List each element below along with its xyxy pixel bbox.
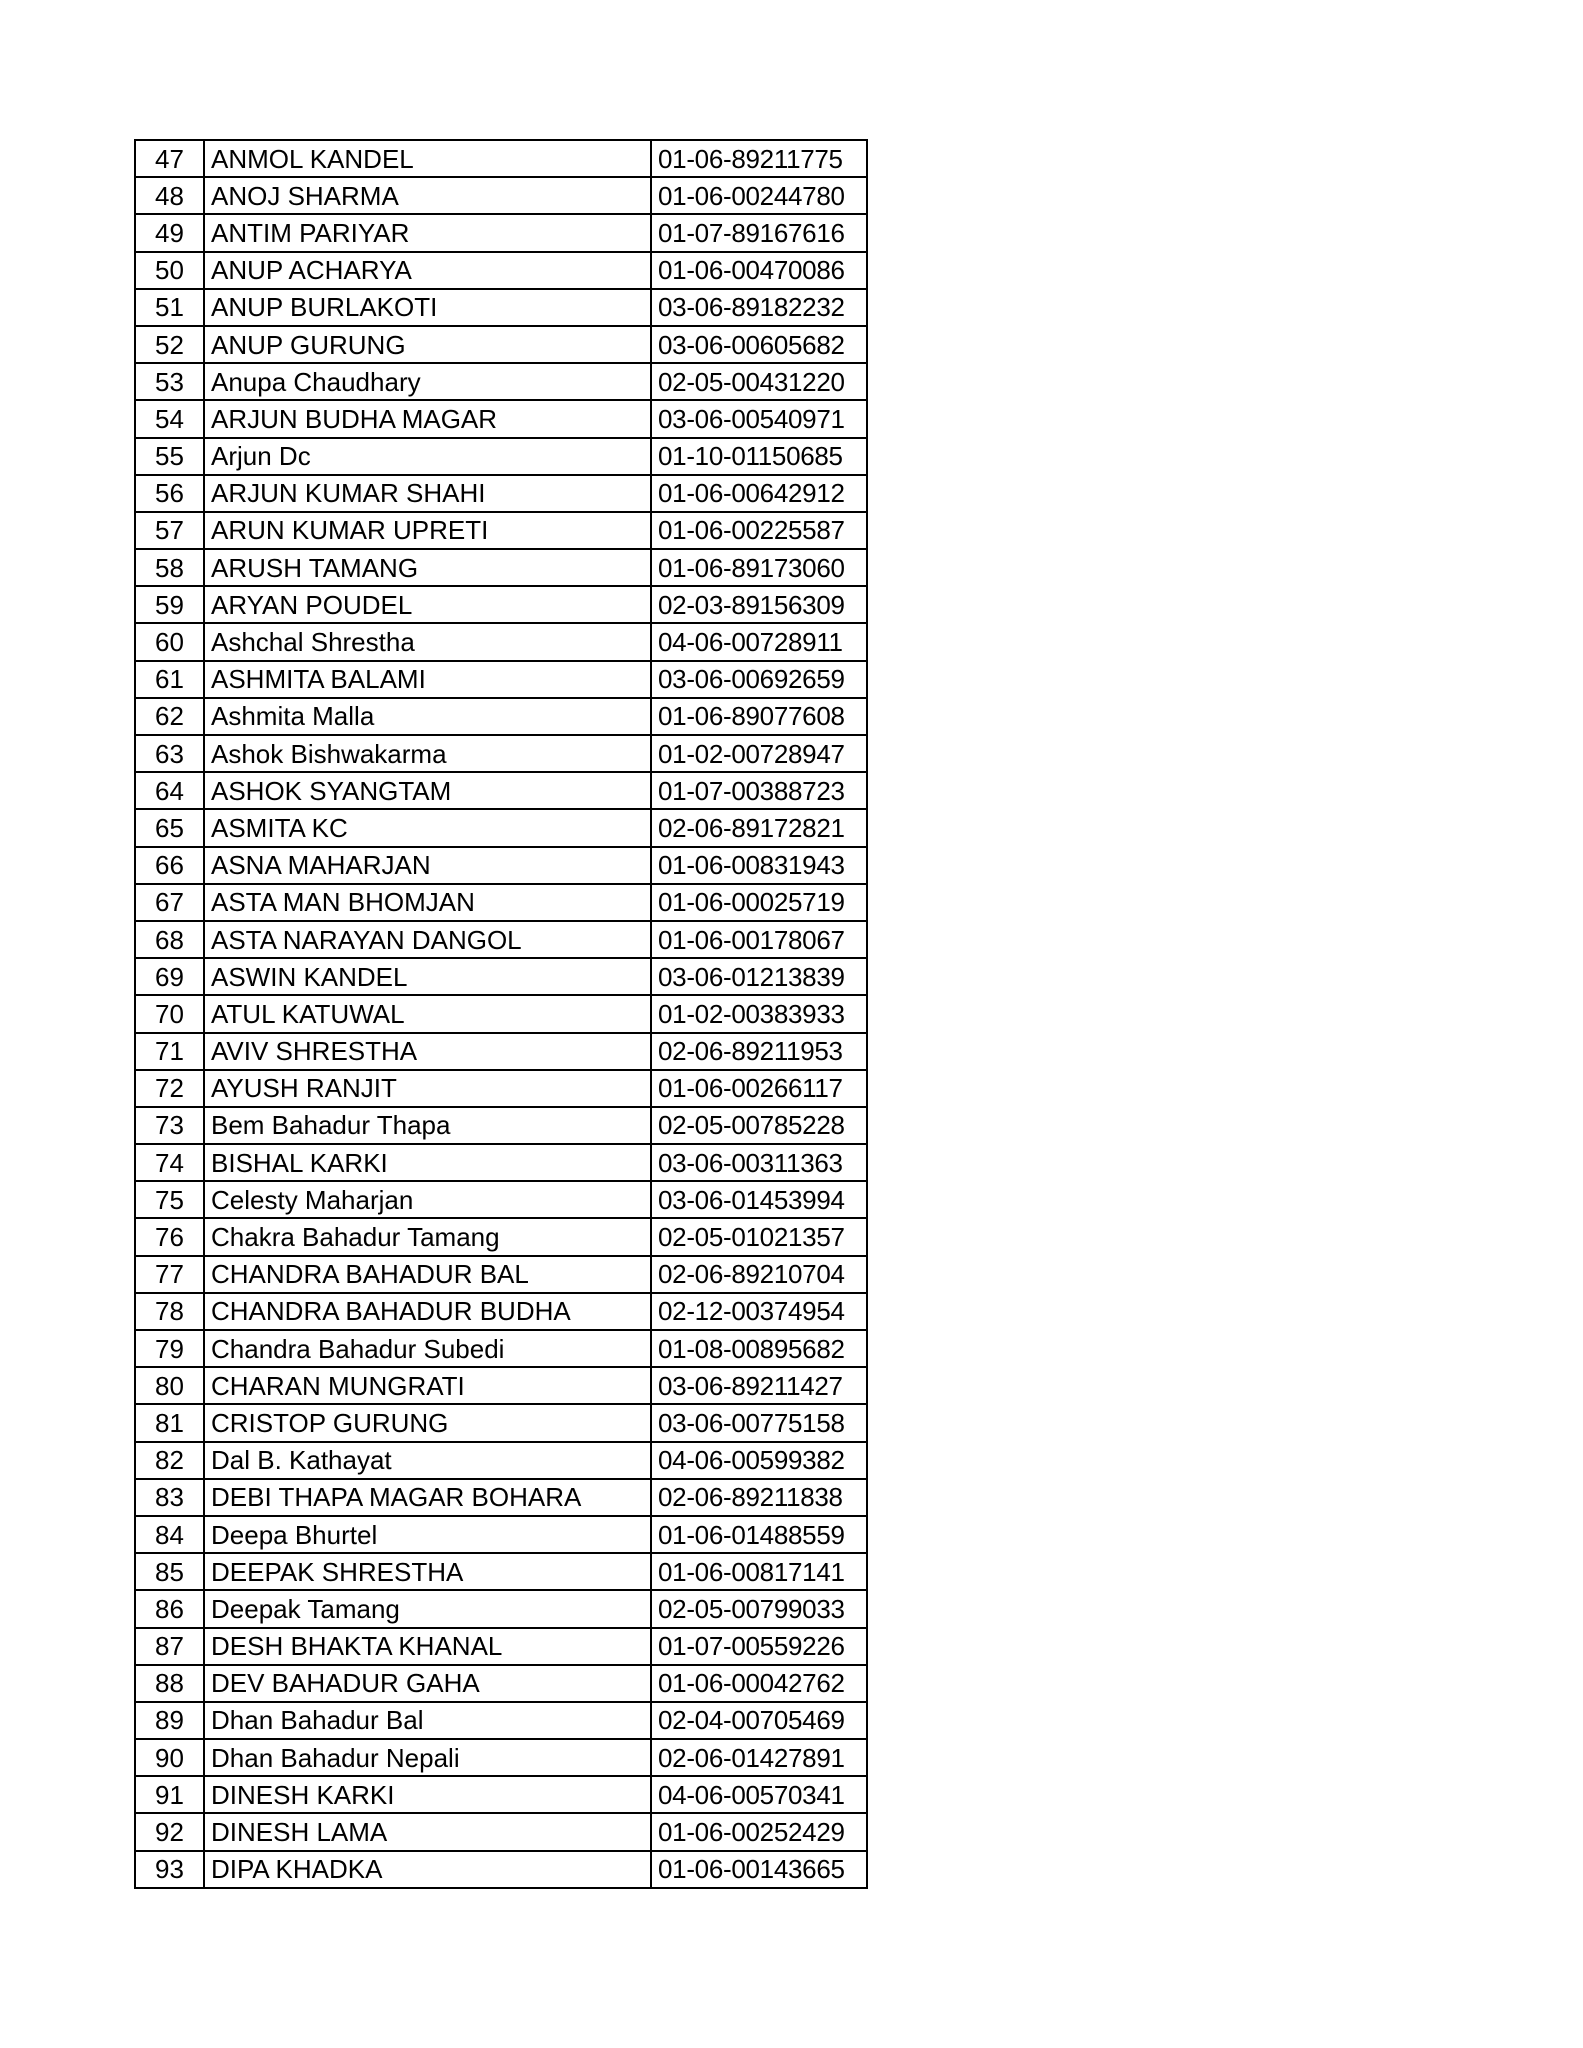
table-row (135, 1293, 867, 1330)
row-id-cell: 01-06-00266117 (651, 1070, 867, 1107)
row-id-cell: 01-06-00252429 (651, 1813, 867, 1850)
row-number-cell: 90 (135, 1739, 204, 1776)
row-name-cell: ANUP ACHARYA (204, 252, 651, 289)
row-name-cell: Celesty Maharjan (204, 1181, 651, 1218)
table-row (135, 1516, 867, 1553)
row-name-cell: CHANDRA BAHADUR BAL (204, 1256, 651, 1293)
table-row (135, 1442, 867, 1479)
roster-table-body (135, 140, 867, 1888)
row-id-cell: 01-06-00831943 (651, 847, 867, 884)
row-id-cell: 01-07-00388723 (651, 772, 867, 809)
table-row (135, 698, 867, 735)
row-id-cell: 03-06-00311363 (651, 1144, 867, 1181)
row-number-cell: 63 (135, 735, 204, 772)
row-id-cell: 01-06-01488559 (651, 1516, 867, 1553)
row-name-cell: ASMITA KC (204, 809, 651, 846)
table-row (135, 1702, 867, 1739)
row-id-cell: 02-06-89211838 (651, 1479, 867, 1516)
table-row (135, 586, 867, 623)
row-id-cell: 01-06-00244780 (651, 177, 867, 214)
row-name-cell: Deepak Tamang (204, 1590, 651, 1627)
row-number-cell: 68 (135, 921, 204, 958)
row-number-cell: 73 (135, 1107, 204, 1144)
row-number-cell: 49 (135, 214, 204, 251)
row-id-cell: 01-02-00728947 (651, 735, 867, 772)
row-number-cell: 80 (135, 1367, 204, 1404)
row-id-cell: 01-07-89167616 (651, 214, 867, 251)
table-row (135, 1256, 867, 1293)
row-name-cell: CRISTOP GURUNG (204, 1404, 651, 1441)
row-id-cell: 02-12-00374954 (651, 1293, 867, 1330)
row-id-cell: 03-06-89211427 (651, 1367, 867, 1404)
row-id-cell: 02-06-89211953 (651, 1033, 867, 1070)
row-id-cell: 01-06-00178067 (651, 921, 867, 958)
row-number-cell: 50 (135, 252, 204, 289)
row-id-cell: 01-06-89077608 (651, 698, 867, 735)
row-name-cell: Deepa Bhurtel (204, 1516, 651, 1553)
row-name-cell: Chakra Bahadur Tamang (204, 1218, 651, 1255)
row-number-cell: 52 (135, 326, 204, 363)
row-name-cell: DEV BAHADUR GAHA (204, 1665, 651, 1702)
row-name-cell: Ashok Bishwakarma (204, 735, 651, 772)
table-row (135, 1590, 867, 1627)
row-id-cell: 03-06-00540971 (651, 400, 867, 437)
row-id-cell: 02-06-89172821 (651, 809, 867, 846)
row-number-cell: 56 (135, 475, 204, 512)
row-id-cell: 02-03-89156309 (651, 586, 867, 623)
row-name-cell: ANUP GURUNG (204, 326, 651, 363)
row-number-cell: 54 (135, 400, 204, 437)
row-name-cell: DESH BHAKTA KHANAL (204, 1628, 651, 1665)
table-row (135, 809, 867, 846)
table-row (135, 214, 867, 251)
row-name-cell: DIPA KHADKA (204, 1851, 651, 1888)
row-name-cell: ASTA NARAYAN DANGOL (204, 921, 651, 958)
row-name-cell: ATUL KATUWAL (204, 995, 651, 1032)
row-id-cell: 02-04-00705469 (651, 1702, 867, 1739)
table-row (135, 847, 867, 884)
table-row (135, 1813, 867, 1850)
row-id-cell: 01-02-00383933 (651, 995, 867, 1032)
row-id-cell: 03-06-89182232 (651, 289, 867, 326)
table-row (135, 1851, 867, 1888)
row-number-cell: 92 (135, 1813, 204, 1850)
row-name-cell: ARUSH TAMANG (204, 549, 651, 586)
row-number-cell: 61 (135, 661, 204, 698)
row-number-cell: 62 (135, 698, 204, 735)
row-name-cell: CHANDRA BAHADUR BUDHA (204, 1293, 651, 1330)
row-name-cell: DINESH KARKI (204, 1776, 651, 1813)
row-number-cell: 57 (135, 512, 204, 549)
table-row (135, 1330, 867, 1367)
row-number-cell: 69 (135, 958, 204, 995)
table-row (135, 177, 867, 214)
table-row (135, 661, 867, 698)
row-name-cell: DINESH LAMA (204, 1813, 651, 1850)
table-row (135, 1107, 867, 1144)
row-id-cell: 03-06-01453994 (651, 1181, 867, 1218)
row-number-cell: 48 (135, 177, 204, 214)
row-id-cell: 02-05-00431220 (651, 363, 867, 400)
row-number-cell: 85 (135, 1553, 204, 1590)
row-number-cell: 55 (135, 438, 204, 475)
row-name-cell: ANUP BURLAKOTI (204, 289, 651, 326)
table-row (135, 1218, 867, 1255)
row-id-cell: 01-06-00817141 (651, 1553, 867, 1590)
row-number-cell: 81 (135, 1404, 204, 1441)
row-name-cell: ASHMITA BALAMI (204, 661, 651, 698)
row-name-cell: ARYAN POUDEL (204, 586, 651, 623)
row-number-cell: 91 (135, 1776, 204, 1813)
row-name-cell: ASHOK SYANGTAM (204, 772, 651, 809)
row-name-cell: ASTA MAN BHOMJAN (204, 884, 651, 921)
table-row (135, 772, 867, 809)
row-number-cell: 47 (135, 140, 204, 177)
row-id-cell: 01-06-00025719 (651, 884, 867, 921)
table-row (135, 363, 867, 400)
row-id-cell: 01-06-89173060 (651, 549, 867, 586)
row-name-cell: ARJUN KUMAR SHAHI (204, 475, 651, 512)
row-number-cell: 59 (135, 586, 204, 623)
table-row (135, 1070, 867, 1107)
row-name-cell: Bem Bahadur Thapa (204, 1107, 651, 1144)
row-id-cell: 01-06-00042762 (651, 1665, 867, 1702)
table-row (135, 1776, 867, 1813)
row-name-cell: Ashchal Shrestha (204, 623, 651, 660)
table-row (135, 438, 867, 475)
row-id-cell: 01-06-00642912 (651, 475, 867, 512)
table-row (135, 1144, 867, 1181)
row-number-cell: 82 (135, 1442, 204, 1479)
row-number-cell: 76 (135, 1218, 204, 1255)
row-id-cell: 02-05-00799033 (651, 1590, 867, 1627)
row-id-cell: 03-06-00692659 (651, 661, 867, 698)
row-number-cell: 51 (135, 289, 204, 326)
row-number-cell: 79 (135, 1330, 204, 1367)
row-name-cell: ASWIN KANDEL (204, 958, 651, 995)
row-name-cell: Chandra Bahadur Subedi (204, 1330, 651, 1367)
row-name-cell: CHARAN MUNGRATI (204, 1367, 651, 1404)
table-row (135, 623, 867, 660)
table-row (135, 1479, 867, 1516)
row-id-cell: 01-06-89211775 (651, 140, 867, 177)
row-id-cell: 04-06-00728911 (651, 623, 867, 660)
row-number-cell: 71 (135, 1033, 204, 1070)
row-id-cell: 02-06-01427891 (651, 1739, 867, 1776)
row-id-cell: 01-06-00225587 (651, 512, 867, 549)
row-number-cell: 88 (135, 1665, 204, 1702)
row-number-cell: 65 (135, 809, 204, 846)
row-number-cell: 89 (135, 1702, 204, 1739)
row-number-cell: 77 (135, 1256, 204, 1293)
table-row (135, 1739, 867, 1776)
table-row (135, 958, 867, 995)
row-id-cell: 01-06-00143665 (651, 1851, 867, 1888)
row-number-cell: 93 (135, 1851, 204, 1888)
table-row (135, 1665, 867, 1702)
table-row (135, 326, 867, 363)
table-row (135, 884, 867, 921)
row-number-cell: 70 (135, 995, 204, 1032)
table-row (135, 1553, 867, 1590)
row-name-cell: DEEPAK SHRESTHA (204, 1553, 651, 1590)
table-row (135, 140, 867, 177)
row-id-cell: 01-06-00470086 (651, 252, 867, 289)
row-number-cell: 67 (135, 884, 204, 921)
row-id-cell: 01-07-00559226 (651, 1628, 867, 1665)
table-row (135, 921, 867, 958)
row-name-cell: Dhan Bahadur Bal (204, 1702, 651, 1739)
row-number-cell: 60 (135, 623, 204, 660)
row-name-cell: ANTIM PARIYAR (204, 214, 651, 251)
row-id-cell: 04-06-00570341 (651, 1776, 867, 1813)
row-number-cell: 84 (135, 1516, 204, 1553)
row-name-cell: BISHAL KARKI (204, 1144, 651, 1181)
table-row (135, 1628, 867, 1665)
table-row (135, 995, 867, 1032)
row-name-cell: ARUN KUMAR UPRETI (204, 512, 651, 549)
row-id-cell: 01-08-00895682 (651, 1330, 867, 1367)
row-number-cell: 66 (135, 847, 204, 884)
row-id-cell: 04-06-00599382 (651, 1442, 867, 1479)
table-row (135, 289, 867, 326)
table-row (135, 252, 867, 289)
table-row (135, 400, 867, 437)
row-number-cell: 72 (135, 1070, 204, 1107)
row-id-cell: 03-06-00605682 (651, 326, 867, 363)
row-name-cell: AVIV SHRESTHA (204, 1033, 651, 1070)
row-name-cell: Dhan Bahadur Nepali (204, 1739, 651, 1776)
row-name-cell: AYUSH RANJIT (204, 1070, 651, 1107)
row-name-cell: ARJUN BUDHA MAGAR (204, 400, 651, 437)
row-name-cell: Arjun Dc (204, 438, 651, 475)
row-id-cell: 03-06-00775158 (651, 1404, 867, 1441)
row-id-cell: 03-06-01213839 (651, 958, 867, 995)
table-row (135, 1033, 867, 1070)
row-name-cell: Dal B. Kathayat (204, 1442, 651, 1479)
row-id-cell: 02-05-01021357 (651, 1218, 867, 1255)
row-number-cell: 58 (135, 549, 204, 586)
table-row (135, 1367, 867, 1404)
row-name-cell: ASNA MAHARJAN (204, 847, 651, 884)
roster-table (134, 139, 868, 1889)
table-row (135, 1181, 867, 1218)
table-row (135, 549, 867, 586)
row-number-cell: 83 (135, 1479, 204, 1516)
row-name-cell: Anupa Chaudhary (204, 363, 651, 400)
row-name-cell: DEBI THAPA MAGAR BOHARA (204, 1479, 651, 1516)
table-row (135, 735, 867, 772)
row-id-cell: 01-10-01150685 (651, 438, 867, 475)
row-name-cell: Ashmita Malla (204, 698, 651, 735)
table-row (135, 512, 867, 549)
row-id-cell: 02-06-89210704 (651, 1256, 867, 1293)
row-number-cell: 86 (135, 1590, 204, 1627)
row-name-cell: ANMOL KANDEL (204, 140, 651, 177)
row-number-cell: 53 (135, 363, 204, 400)
row-number-cell: 78 (135, 1293, 204, 1330)
row-id-cell: 02-05-00785228 (651, 1107, 867, 1144)
row-name-cell: ANOJ SHARMA (204, 177, 651, 214)
row-number-cell: 87 (135, 1628, 204, 1665)
row-number-cell: 64 (135, 772, 204, 809)
row-number-cell: 75 (135, 1181, 204, 1218)
table-row (135, 1404, 867, 1441)
table-row (135, 475, 867, 512)
row-number-cell: 74 (135, 1144, 204, 1181)
